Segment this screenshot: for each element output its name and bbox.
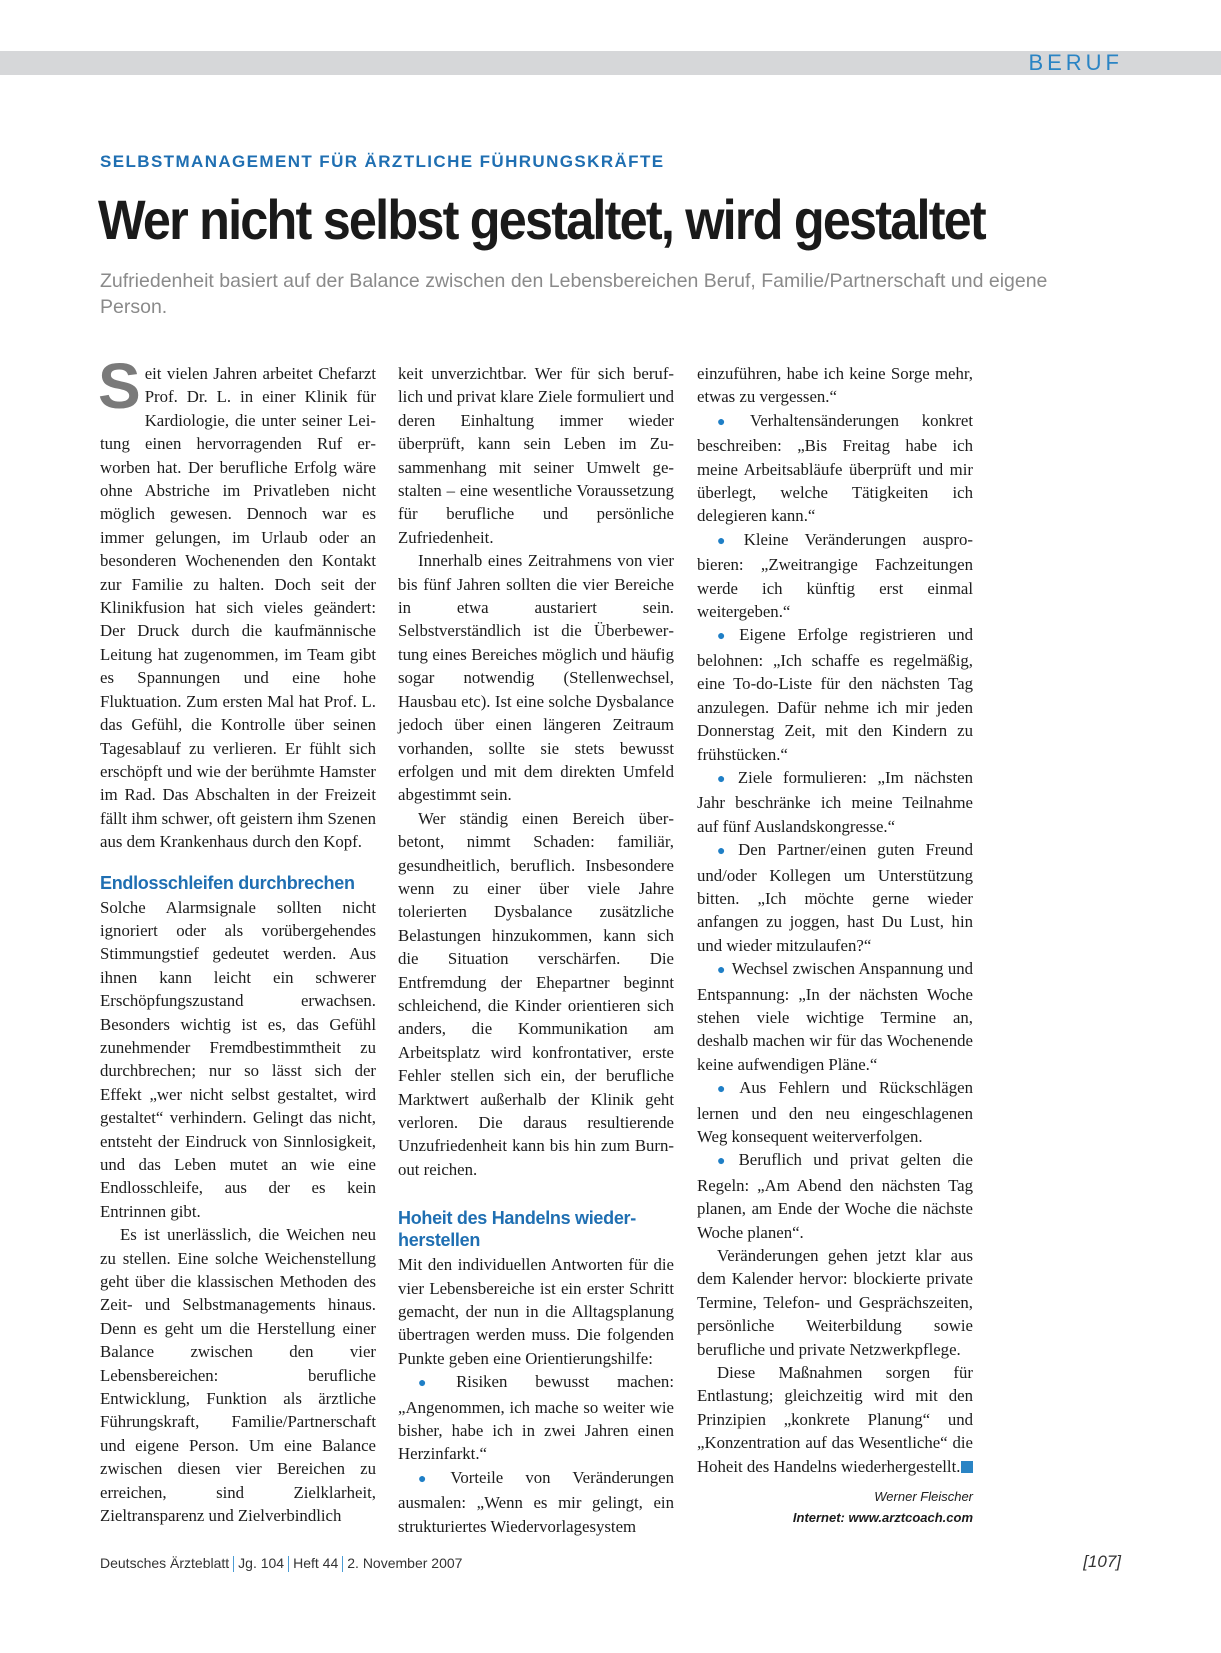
bullet-item [697,838,973,957]
bullet-item [697,957,973,1076]
article-title: Wer nicht selbst gestaltet, wird gestaltet [98,188,985,251]
bullet-dot-icon: ● [717,629,734,645]
column-3 [697,362,973,1528]
bullet-text: Verhaltensänderungen konkret beschreiben: „Bis Freitag habe ich meine Arbeitsabläufe überprüft und mir überlegt, welche Tätigkeiten ich delegieren kann.“ [697,410,973,526]
paragraph: Innerhalb eines Zeitrahmens von vier bis fünf Jahren sollten die vier Bereiche in etwa austariert sein. Selbstverständlich ist die Überbewertung eines Bereiches möglich und häufig sogar notwendig (Stellenwechsel, Hausbau etc). Ist eine solche Dysbalance jedoch über einen längeren Zeitraum vorhanden, sollte sie stets bewusst erfolgen und mit dem direkten Umfeld abgestimmt sein. [398,551,674,805]
bullet-item [697,409,973,528]
bullet-text: Kleine Veränderungen ausprobieren: „Zweitrangige Fachzeitungen werde ich künftig erst einmal weitergeben.“ [697,529,973,622]
paragraph: Mit den individuellen Antworten für die vier Lebensbereiche ist ein erster Schritt gemacht, der nun in die Alltagsplanung übertragen werden muss. Die folgenden Punkte geben eine Orientierungshilfe: [398,1255,674,1368]
paragraph: Wer ständig einen Bereich überbetont, nimmt Schaden: familiär, gesundheitlich, beruflich. Insbesondere wenn zu einer über viele Jahre tolerierten Dysbalance zusätzliche Belastungen hinzukommen, kann sich die Situation verschärfen. Die Entfremdung der Ehepartner beginnt schleichend, die Kinder orientieren sich anders, die Kommunikation am Arbeitsplatz wird konfrontativer, erste Fehler stellen sich ein, der berufliche Marktwert außerhalb der Klinik geht verloren. Die daraus resultierende Unzufriedenheit kann bis hin zum Burn-out reichen. [398,808,674,1179]
volume: Jg. 104 [238,1555,285,1571]
paragraph: einzuführen, habe ich keine Sorge mehr, etwas zu vergessen.“ [697,364,973,407]
section-heading: Hoheit des Handelns wiederherstellen [398,1208,637,1251]
bullet-item [697,1148,973,1244]
paragraph-text: Diese Maßnahmen sorgen für Entlastung; gleichzeitig wird mit den Prinzipien „konkrete Planung“ und „Konzentration auf das Wesentliche“ die Hoheit des Handelns wiederhergestellt. [697,1363,973,1476]
bullet-text: Beruflich und privat gelten die Regeln: „Am Abend den nächsten Tag planen, am Ende der Woche die nächste Woche planen“. [697,1150,973,1242]
bullet-item [697,1076,973,1148]
bullet-text: Ziele formulieren: „Im nächsten Jahr beschränke ich meine Teilnahme auf fünf Auslandskongresse.“ [697,767,973,836]
footer-citation [100,1555,462,1572]
end-mark-icon [961,1461,973,1473]
paragraph [98,350,376,854]
bullet-item [697,528,973,624]
bullet-dot-icon: ● [717,533,738,549]
article-subtitle: Zufriedenheit basiert auf der Balance zwischen den Lebensbereichen Beruf, Familie/Partnerschaft und eigene Person. [100,270,1048,318]
bullet-item [697,766,973,838]
bullet-text: Risiken bewusst machen: „Angenommen, ich mache so weiter wie bisher, habe ich in zwei Jahren einen Herzinfarkt.“ [398,1372,674,1464]
issue: Heft 44 [293,1555,339,1571]
separator [288,1556,289,1572]
paragraph: Solche Alarmsignale sollten nicht ignoriert oder als vorübergehendes Stimmungstief gedeutet werden. Aus ihnen kann leicht ein schwerer Erschöpfungszustand erwachsen. Besonders wichtig ist es, das Gefühl zunehmender Fremdbestimmtheit zu durchbrechen; nur so lässt sich der Effekt „wer nicht selbst gestaltet, wird gestaltet“ verhindern. Gelingt das nicht, entsteht der Eindruck von Sinnlosigkeit, und das Leben mutet an wie eine Endlosschleife, aus der es kein Entrinnen gibt. [100,897,376,1221]
paragraph: Es ist unerlässlich, die Weichen neu zu stellen. Eine solche Weichenstellung geht über die klassischen Methoden des Zeit- und Selbstmanagements hinaus. Denn es geht um die Herstellung einer Balance zwischen den vier Lebensbereichen: berufliche Entwicklung, Funktion als ärztliche Führungskraft, Familie/Partnerschaft und eigene Person. Um eine Balance zwischen diesen vier Bereichen zu erreichen, sind Zielklarheit, Zieltransparenz und Zielverbindlich [100,1225,376,1526]
bullet-text: Vorteile von Veränderungen ausmalen: „Wenn es mir gelingt, ein strukturiertes Wiedervorlagesystem [398,1467,674,1536]
paragraph [697,1361,973,1478]
author-name: Werner Fleischer [874,1489,973,1505]
author-url: Internet: www.arztcoach.com [792,1510,973,1526]
bullet-dot-icon: ● [717,963,726,979]
bullet-dot-icon: ● [418,1376,451,1392]
separator [233,1556,234,1572]
drop-cap: S [98,350,141,422]
paragraph: keit unverzichtbar. Wer für sich beruflich und privat klare Ziele formuliert und deren Einhaltung immer wieder überprüft, kann sein Leben im Zusammenhang mit seiner Umwelt gestalten – eine wesentliche Voraussetzung für berufliche und persönliche Zufriedenheit. [398,364,674,547]
bullet-dot-icon: ● [717,1154,733,1170]
article-kicker: SELBSTMANAGEMENT FÜR ÄRZTLICHE FÜHRUNGSKRÄFTE [100,152,665,171]
bullet-dot-icon: ● [717,1082,734,1098]
bullet-dot-icon: ● [717,844,733,860]
column-1 [98,350,376,1528]
section-label: BERUF [1028,50,1123,75]
paragraph-text: eit vielen Jahren arbeitet Chefarzt Prof. Dr. L. in einer Klinik für Kardiologie, die unter seiner Leitung einen hervorragenden Ruf erworben hat. Der berufliche Erfolg wäre ohne Abstriche im Privatleben nicht möglich gewesen. Dennoch war es immer gelungen, im Urlaub oder an besonderen Wochenenden den Kontakt zur Familie zu halten. Doch seit der Klinikfusion hat sich vieles geändert: Der Druck durch die kaufmännische Leitung hat zugenommen, im Team gibt es Spannungen und eine hohe Fluktuation. Zum ersten Mal hat Prof. L. das Gefühl, die Kontrolle über seinen Tagesablauf zu verlieren. Er fühlt sich erschöpft und wie der berühmte Hamster im Rad. Das Abschalten in der Freizeit fällt ihm schwer, oft geistern ihm Szenen aus dem Krankenhaus durch den Kopf. [100,364,376,852]
bullet-text: Den Partner/einen guten Freund und/oder Kollegen um Unterstützung bitten. „Ich möchte gerne wieder anfangen zu joggen, hast Du Lust, hin und wieder mitzulaufen?“ [697,840,973,955]
bullet-item [398,1370,674,1466]
bullet-text: Aus Fehlern und Rückschlägen lernen und den neu eingeschlagenen Weg konsequent weiterverfolgen. [697,1078,973,1146]
signature [697,1486,973,1528]
separator [342,1556,343,1572]
bullet-item [398,1466,674,1538]
bullet-text: Eigene Erfolge registrieren und belohnen: „Ich schaffe es regelmäßig, eine To-do-Liste für den nächsten Tag anzulegen. Dafür nehme ich mir jeden Donnerstag Zeit, mit den Kindern zu frühstücken.“ [697,625,973,764]
bullet-text: Wechsel zwischen Anspannung und Entspannung: „In der nächsten Woche stehen viele wichtige Termine an, deshalb machen wir für das Wochenende keine aufwendigen Pläne.“ [697,959,973,1074]
paragraph: Veränderungen gehen jetzt klar aus dem Kalender hervor: blockierte private Termine, Telefon- und Gesprächszeiten, persönliche Weiterbildung sowie berufliche und private Netzwerkpflege. [697,1246,973,1359]
journal-name: Deutsches Ärzteblatt [100,1555,230,1571]
column-2 [398,362,674,1538]
section-heading: Endlosschleifen durchbrechen [100,872,355,893]
issue-date: 2. November 2007 [347,1555,463,1571]
bullet-dot-icon: ● [717,771,732,787]
bullet-dot-icon: ● [418,1471,445,1487]
bullet-item [697,623,973,765]
page-number: [107] [1083,1552,1121,1571]
bullet-dot-icon: ● [717,414,744,430]
